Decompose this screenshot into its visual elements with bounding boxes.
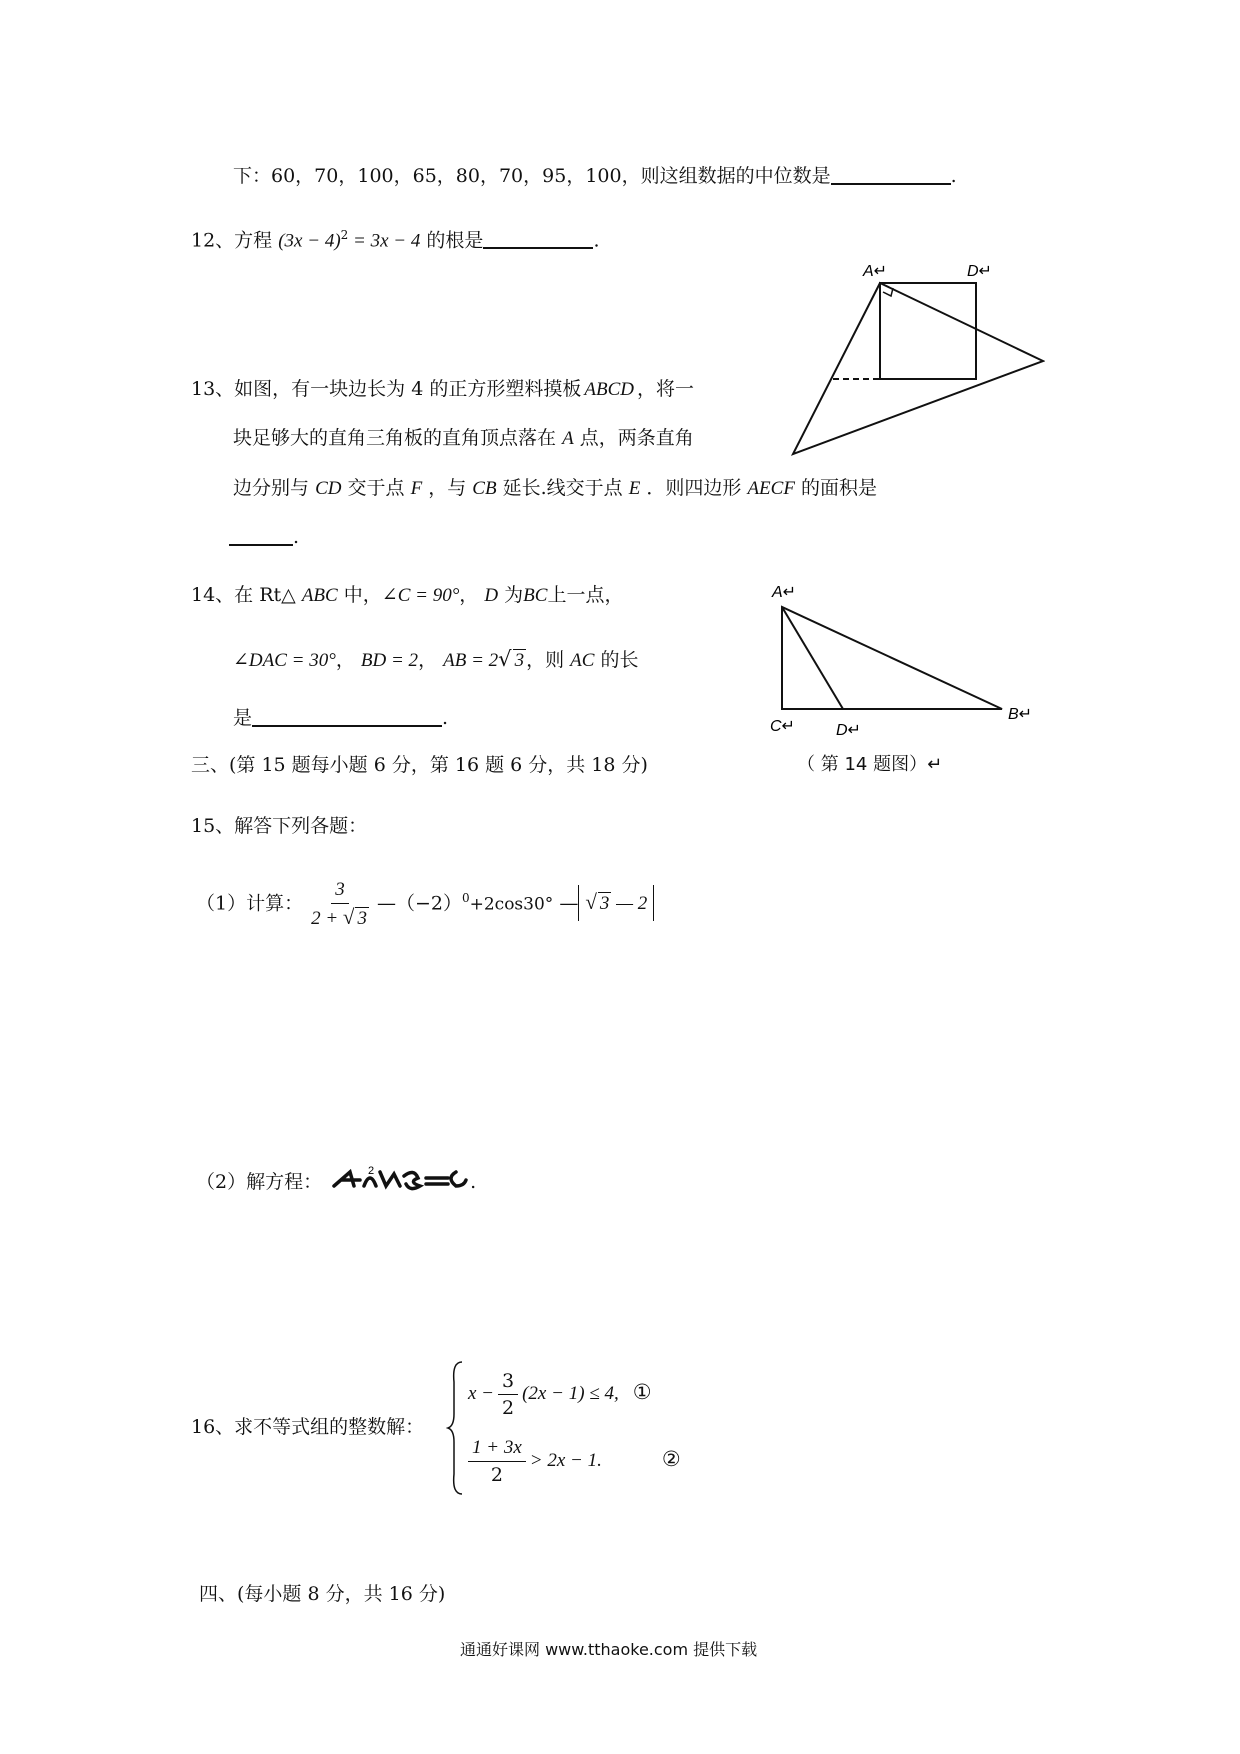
- svg-text:2: 2: [368, 1165, 375, 1177]
- q13-label-d: D↵: [967, 263, 992, 280]
- section-3-title: 三、(第 15 题每小题 6 分，第 16 题 6 分，共 18 分): [191, 754, 648, 776]
- page-footer: 通通好课网 www.tthaoke.com 提供下载: [460, 1640, 758, 1659]
- q11-continuation: 下：60，70，100，65，80，70，95，100，则这组数据的中位数是 .: [233, 165, 957, 187]
- q12-answer-blank[interactable]: [483, 227, 593, 249]
- q13-triangle: [793, 283, 1043, 454]
- q11-answer-blank[interactable]: [831, 163, 951, 185]
- q15-fraction: $\frac{3}{2 + √ 3}$: [311, 878, 367, 929]
- q13-line-1: 13、如图，有一块边长为 4 的正方形塑料摸板 ABCD ，将一: [191, 378, 694, 400]
- q15-part2: （2）解方程： .: [196, 1171, 477, 1193]
- section-4-title: 四、(每小题 8 分，共 16 分): [199, 1583, 446, 1605]
- q13-line-3: 边分别与 CD 交于点 F ，与 CB 延长.线交于点 E ．则四边形 AECF 的面积是: [233, 477, 877, 499]
- q13-label-a: A↵: [863, 263, 888, 280]
- q13-answer-blank[interactable]: [229, 524, 293, 546]
- q14-line-3: 是 .: [233, 707, 449, 729]
- q14-segment-ad: [782, 607, 843, 709]
- q14-label-c: C↵: [770, 718, 795, 735]
- q16-row-1: x − $\frac{3}{2}$ (2x − 1) ≤ 4, ①: [468, 1369, 652, 1419]
- q16-brace: [446, 1358, 466, 1498]
- q14-label-d: D↵: [836, 722, 861, 739]
- q14-figure-caption: （ 第 14 题图）↵: [797, 754, 943, 775]
- q15-absolute-value: √ 3 — 2: [578, 885, 654, 921]
- q15-garbled-equation-image: [330, 1164, 480, 1194]
- q15-part1: （1）计算： $\frac{3}{2 + √ 3}$ $—(-2)^0+2\cos 30^\circ$ — √ 3 — 2: [196, 869, 654, 933]
- q14-label-a: A↵: [772, 584, 797, 601]
- q14-figure: [768, 575, 1038, 740]
- q14-label-b: B↵: [1008, 706, 1033, 723]
- q13-answer-line: .: [229, 523, 299, 551]
- q15-title: 15、解答下列各题：: [191, 815, 368, 837]
- q14-triangle: [782, 607, 1002, 709]
- q14-answer-blank[interactable]: [252, 705, 442, 727]
- q14-line-2: ∠DAC = 30°， BD = 2， AB = 2√ 3 ，则 AC 的长: [233, 647, 639, 671]
- q14-line-1: 14、在 Rt△ ABC 中，∠C = 90°， D 为BC上一点，: [191, 584, 624, 606]
- q13-line-2: 块足够大的直角三角板的直角顶点落在 A 点，两条直角: [233, 427, 694, 449]
- q16-row-2: $\frac{1 + 3x}{2}$ > 2x − 1. ②: [464, 1430, 681, 1490]
- q16-label: 16、求不等式组的整数解：: [191, 1416, 425, 1438]
- q13-square: [880, 283, 976, 379]
- q12-line: 12、方程 $(3x - 4)^2 = 3x - 4$ 的根是 .: [191, 228, 600, 252]
- q13-figure: [785, 262, 1045, 462]
